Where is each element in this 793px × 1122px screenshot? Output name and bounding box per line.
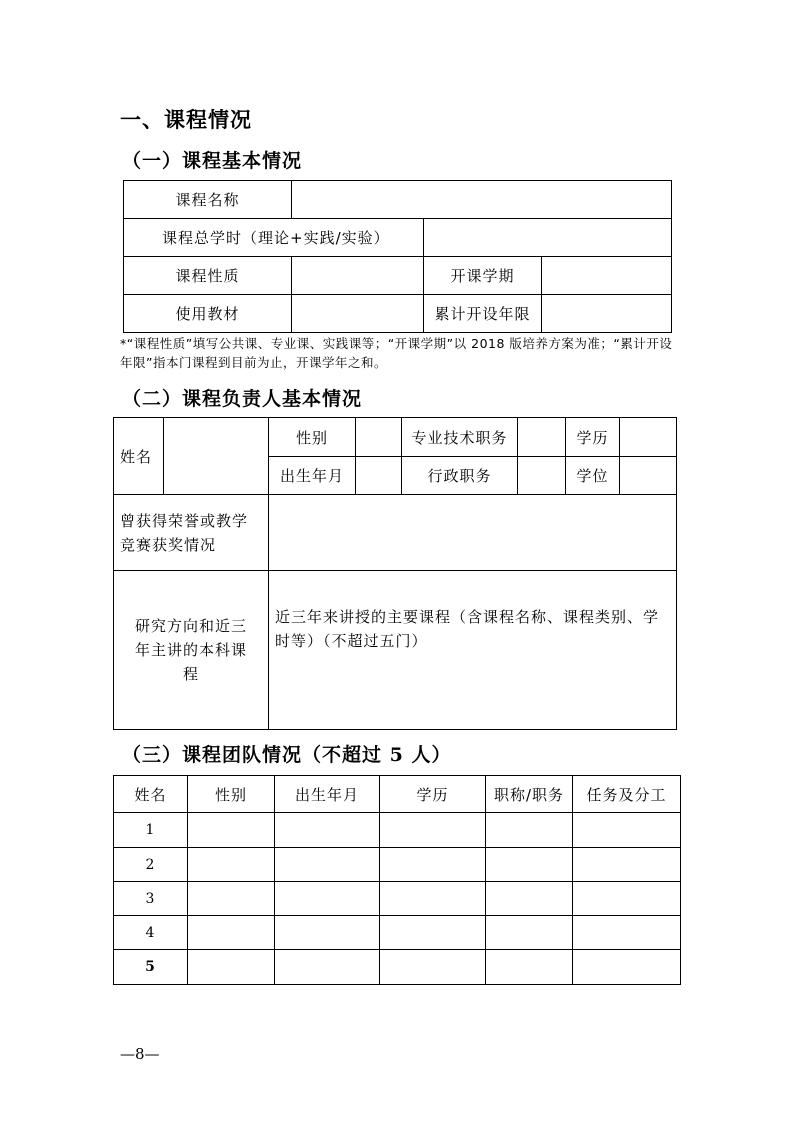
team-cell[interactable] (188, 848, 275, 882)
research-field[interactable] (269, 571, 677, 730)
row-number: 3 (114, 882, 188, 916)
education-field[interactable] (620, 418, 677, 457)
courses-hint: 近三年来讲授的主要课程（含课程名称、课程类别、学时等）（不超过五门） (275, 608, 660, 650)
leader-table (113, 417, 677, 730)
textbook-label: 使用教材 (124, 295, 292, 333)
table-row (114, 916, 681, 950)
years-field[interactable] (542, 295, 672, 333)
team-cell[interactable] (275, 813, 380, 848)
birth-label: 出生年月 (269, 457, 356, 495)
page-number: —8— (120, 1045, 160, 1063)
table-row (114, 950, 681, 985)
table-row (114, 882, 681, 916)
row-number: 5 (114, 950, 188, 985)
team-cell[interactable] (380, 916, 486, 950)
team-cell[interactable] (275, 950, 380, 985)
subsection-title-basic: （一）课程基本情况 (122, 150, 303, 172)
semester-label: 开课学期 (424, 257, 542, 295)
honors-label: 曾获得荣誉或教学竞赛获奖情况 (114, 495, 269, 571)
team-cell[interactable] (486, 950, 573, 985)
team-cell[interactable] (275, 882, 380, 916)
team-cell[interactable] (486, 916, 573, 950)
team-cell[interactable] (188, 882, 275, 916)
years-label: 累计开设年限 (424, 295, 542, 333)
table-row (114, 813, 681, 848)
textbook-field[interactable] (292, 295, 424, 333)
team-cell[interactable] (380, 950, 486, 985)
team-cell[interactable] (380, 813, 486, 848)
gender-field[interactable] (356, 418, 402, 457)
team-cell[interactable] (275, 848, 380, 882)
admin-position-label: 行政职务 (402, 457, 518, 495)
professional-title-label: 专业技术职务 (402, 418, 518, 457)
team-cell[interactable] (486, 813, 573, 848)
team-cell[interactable] (573, 950, 681, 985)
row-number: 2 (114, 848, 188, 882)
nature-label: 课程性质 (124, 257, 292, 295)
professional-title-field[interactable] (518, 418, 566, 457)
course-basic-table (123, 180, 672, 333)
row-number: 1 (114, 813, 188, 848)
team-cell[interactable] (188, 916, 275, 950)
team-header-row (114, 776, 681, 813)
total-hours-field[interactable] (424, 219, 672, 257)
team-cell[interactable] (486, 882, 573, 916)
row-number: 4 (114, 916, 188, 950)
subsection-title-team: （三）课程团队情况（不超过 5 人） (122, 744, 452, 766)
team-cell[interactable] (486, 848, 573, 882)
gender-label: 性别 (269, 418, 356, 457)
birth-field[interactable] (356, 457, 402, 495)
total-hours-label: 课程总学时（理论+实践/实验） (124, 219, 424, 257)
team-header-title: 职称/职务 (486, 776, 573, 813)
team-cell[interactable] (380, 848, 486, 882)
team-header-birth: 出生年月 (275, 776, 380, 813)
table-row (114, 848, 681, 882)
degree-label: 学位 (566, 457, 620, 495)
team-cell[interactable] (573, 813, 681, 848)
team-cell[interactable] (380, 882, 486, 916)
team-cell[interactable] (573, 916, 681, 950)
team-header-education: 学历 (380, 776, 486, 813)
degree-field[interactable] (620, 457, 677, 495)
leader-name-label: 姓名 (114, 418, 164, 495)
team-table (113, 775, 681, 985)
team-cell[interactable] (275, 916, 380, 950)
semester-field[interactable] (542, 257, 672, 295)
section-title: 一、课程情况 (120, 107, 252, 132)
admin-position-field[interactable] (518, 457, 566, 495)
leader-name-field[interactable] (164, 418, 269, 495)
team-cell[interactable] (573, 882, 681, 916)
team-header-name: 姓名 (114, 776, 188, 813)
team-header-duty: 任务及分工 (573, 776, 681, 813)
research-label: 研究方向和近三年主讲的本科课程 (114, 571, 269, 730)
team-cell[interactable] (573, 848, 681, 882)
subsection-title-leader: （二）课程负责人基本情况 (122, 388, 363, 410)
team-cell[interactable] (188, 813, 275, 848)
team-cell[interactable] (188, 950, 275, 985)
honors-field[interactable] (269, 495, 677, 571)
team-header-gender: 性别 (188, 776, 275, 813)
table-note: *“课程性质”填写公共课、专业课、实践课等；“开课学期”以 2018 版培养方案为准；“累计开设年限”指本门课程到目前为止，开课学年之和。 (120, 336, 673, 370)
course-name-label: 课程名称 (124, 181, 292, 219)
education-label: 学历 (566, 418, 620, 457)
course-name-field[interactable] (292, 181, 672, 219)
nature-field[interactable] (292, 257, 424, 295)
